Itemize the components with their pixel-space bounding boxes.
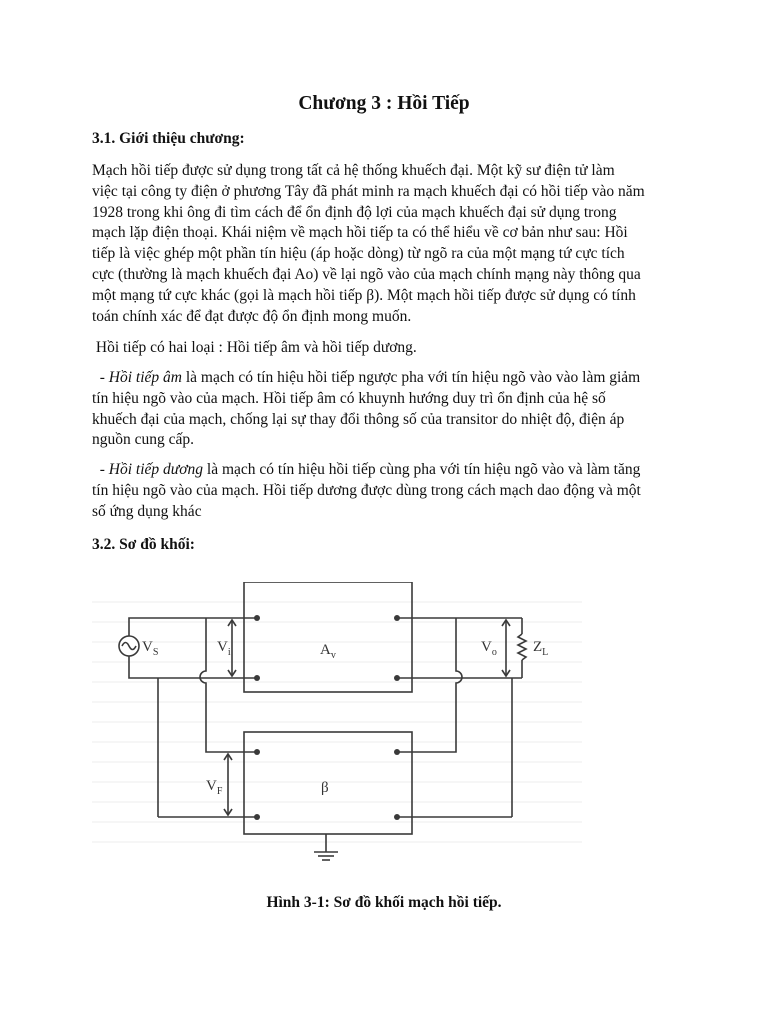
vs-label: $V_S$ <box>142 639 159 658</box>
beta-label: β <box>321 780 329 796</box>
vi-label: $V_i$ <box>217 639 231 658</box>
section-heading-intro: 3.1. Giới thiệu chương: <box>92 130 245 147</box>
amplifier-block <box>244 582 412 692</box>
negative-feedback-line: khuếch đại của mạch, chống lại sự thay đổi thông số của transitor do nhiệt độ, điện áp <box>92 410 625 428</box>
positive-feedback-line: tín hiệu ngõ vào của mạch. Hồi tiếp dương được dùng trong cách mạch dao động và một <box>92 481 641 499</box>
bullet-dash: - <box>92 461 109 478</box>
feedback-types-line: Hồi tiếp có hai loại : Hồi tiếp âm và hồi tiếp dương. <box>92 339 417 356</box>
vf-label: $V_F$ <box>206 778 223 797</box>
negative-feedback-line: nguồn cung cấp. <box>92 431 195 449</box>
positive-feedback-first-line <box>92 460 682 481</box>
feedback-block-diagram <box>92 582 582 867</box>
positive-feedback-text: là mạch có tín hiệu hồi tiếp cùng pha với tín hiệu ngõ vào và làm tăng <box>203 461 641 478</box>
intro-line: Mạch hồi tiếp được sử dụng trong tất cả hệ thống khuếch đại. Một kỹ sư điện tử làm <box>92 162 615 179</box>
figure-caption: Hình 3-1: Sơ đồ khối mạch hồi tiếp. <box>266 894 502 911</box>
positive-feedback-paragraph <box>92 460 682 522</box>
positive-feedback-line: số ứng dụng khác <box>92 502 202 520</box>
chapter-title: Chương 3 : Hồi Tiếp <box>298 93 470 114</box>
intro-line: cực (thường là mạch khuếch đại Ao) về lại ngõ vào của mạch chính mạng này thông qua <box>92 265 641 283</box>
bullet-dash: - <box>92 369 109 386</box>
zl-label: $Z_L$ <box>533 639 549 658</box>
section-heading-block-diagram: 3.2. Sơ đồ khối: <box>92 536 195 553</box>
diagram-grid <box>92 602 582 842</box>
negative-feedback-first-line <box>92 368 682 389</box>
av-label: $A_v$ <box>320 642 336 661</box>
feedback-types-paragraph <box>92 338 682 359</box>
intro-paragraph <box>92 161 682 327</box>
intro-line: việc tại công ty điện ở phương Tây đã phát minh ra mạch khuếch đại có hồi tiếp vào năm <box>92 182 645 200</box>
vo-label: $V_o$ <box>481 639 497 658</box>
negative-feedback-line: tín hiệu ngõ vào của mạch. Hồi tiếp âm có khuynh hướng duy trì ổn định của hệ số <box>92 389 606 407</box>
intro-line: một mạng tứ cực khác (gọi là mạch hồi tiếp β). Một mạch hồi tiếp được sử dụng có tính <box>92 286 636 304</box>
intro-line: tiếp là việc ghép một phần tín hiệu (áp hoặc dòng) từ ngõ ra của một mạng tứ cực tích <box>92 245 625 263</box>
negative-feedback-term: Hồi tiếp âm <box>108 369 182 386</box>
intro-line: mạch lặp điện thoại. Khái niệm về mạch hồi tiếp ta có thể hiểu về cơ bản như sau: Hồi <box>92 224 628 242</box>
intro-line: toán chính xác để đạt được độ ổn định mong muốn. <box>92 307 412 325</box>
load-resistor-icon <box>518 634 526 660</box>
positive-feedback-term: Hồi tiếp dương <box>108 461 204 478</box>
negative-feedback-paragraph <box>92 368 682 451</box>
intro-line: 1928 trong khi ông đi tìm cách để ổn định độ lợi của mạch khuếch đại sử dụng trong <box>92 203 617 221</box>
negative-feedback-text: là mạch có tín hiệu hồi tiếp ngược pha với tín hiệu ngõ vào vào làm giảm <box>181 369 641 386</box>
